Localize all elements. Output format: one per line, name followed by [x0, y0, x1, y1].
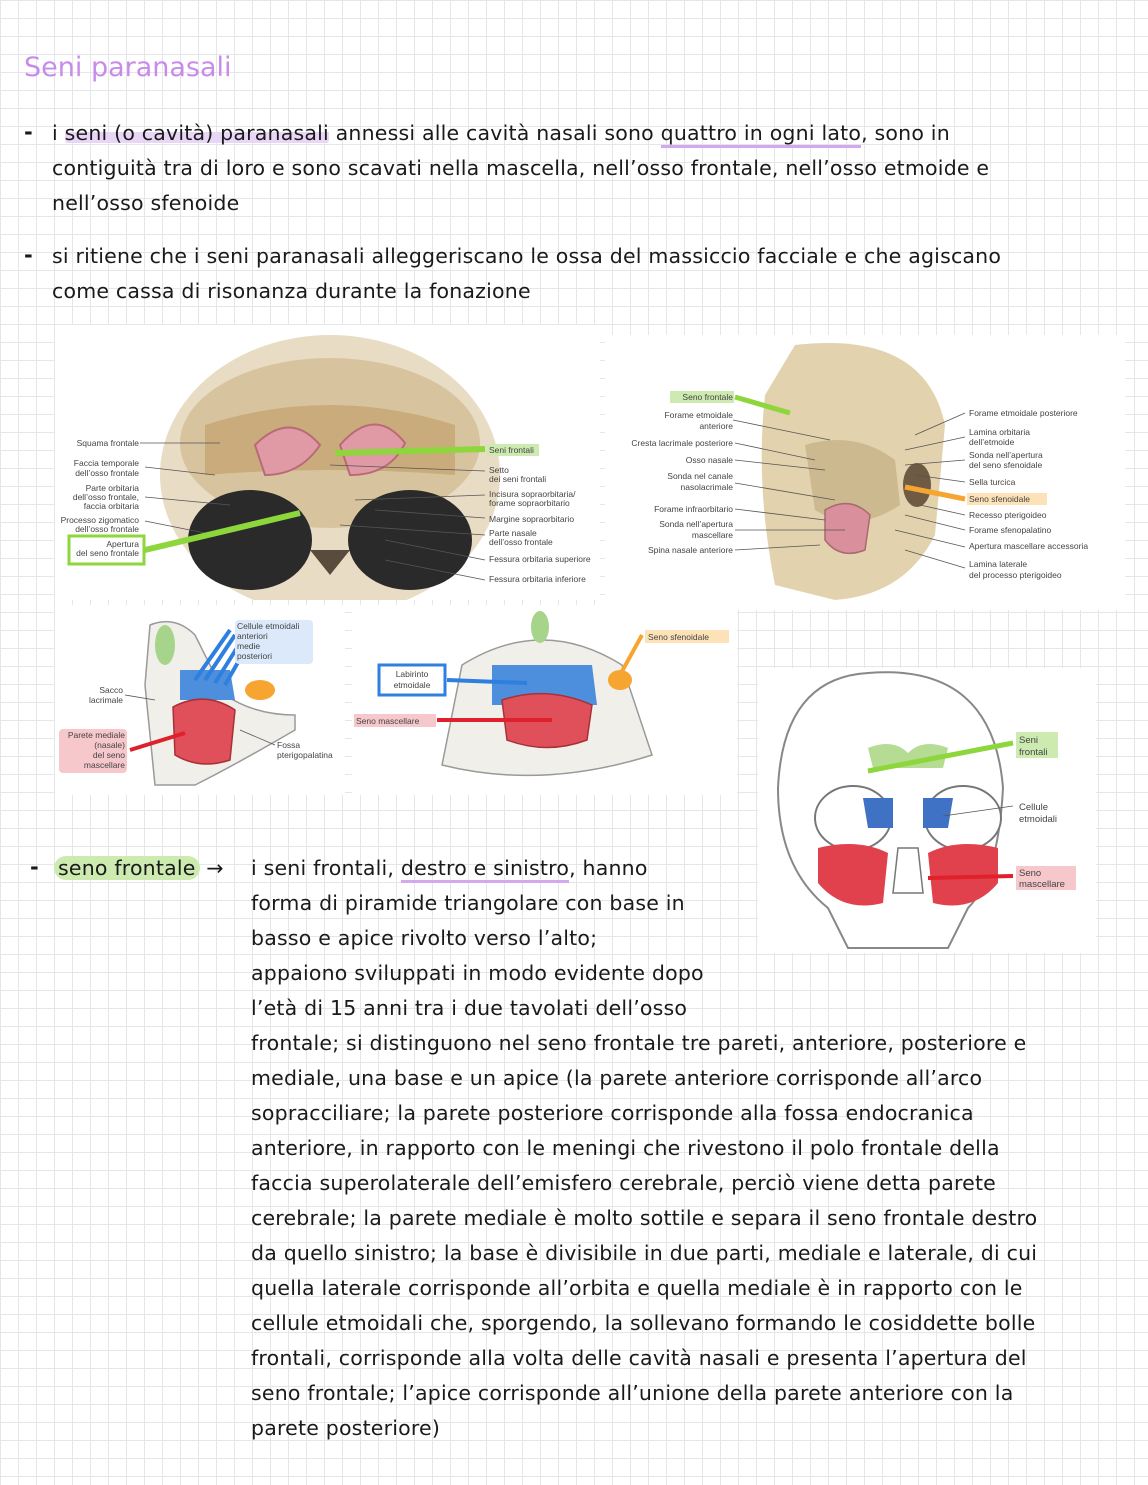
fig1-label: Parte nasale [489, 528, 537, 538]
bullet-2 [52, 239, 1001, 309]
fig2-label: mascellare [691, 530, 733, 540]
bullet-1-line-2: contiguità tra di loro e sono scavati nella mascella, nell’osso frontale, nell’osso etmoide e [52, 156, 990, 180]
section-line: frontale; si distinguono nel seno frontale tre pareti, anteriore, posteriore e [251, 1031, 1027, 1055]
section-line: mediale, una base e un apice (la parete anteriore corrisponde all’arco [251, 1066, 983, 1090]
fig2-label: del seno sfenoidale [969, 460, 1043, 470]
fig2-label: Lamina orbitaria [969, 427, 1030, 437]
section-line: faccia superolaterale dell’emisfero cerebrale, perciò viene detta parete [251, 1171, 996, 1195]
fig1-label: dell’osso frontale [75, 468, 139, 478]
bullet-dash: - [24, 120, 33, 144]
fig2-label: Apertura mascellare accessoria [969, 541, 1089, 551]
bullet-1 [52, 116, 989, 221]
fig2-label: anteriore [699, 421, 733, 431]
fig4-label: Seno sfenoidale [648, 632, 709, 642]
bullet-1-pre: i [52, 121, 65, 145]
fig5-label: Cellule [1019, 802, 1049, 813]
fig3-label: Parete mediale [67, 730, 125, 740]
fig1-label: dell’osso frontale [489, 537, 553, 547]
section-lead [251, 851, 1037, 886]
section-line: seno frontale; l’apice corrisponde all’unione della parete anteriore con la [251, 1381, 1014, 1405]
fig5-label: etmoidali [1019, 814, 1058, 825]
fig1-label: Squama frontale [76, 438, 139, 448]
fig1-label: Fessura orbitaria superiore [489, 554, 591, 564]
section-line: appaiono sviluppati in modo evidente dopo [251, 961, 704, 985]
fig1-label: faccia orbitaria [83, 501, 139, 511]
arrow-icon: → [206, 856, 224, 880]
figure-lateral-skull [605, 335, 1125, 610]
fig5-label: Seno [1019, 868, 1042, 879]
fig3-label: del seno [92, 750, 125, 760]
bullet-2-line-1: si ritiene che i seni paranasali alleggeriscano le ossa del massiccio facciale e che agiscano [52, 244, 1002, 268]
fig2-label: Seno frontale [682, 392, 733, 402]
bullet-1-highlight: seni (o cavità) paranasali [64, 121, 329, 145]
fig2-label: Recesso pterigoideo [969, 510, 1047, 520]
fig1-label: dei seni frontali [489, 474, 547, 484]
fig1-label: Faccia temporale [73, 458, 139, 468]
fig3-label: pterigopalatina [277, 750, 333, 760]
section-lead-post: , hanno [569, 856, 648, 880]
bullet-1-underline: quattro in ogni lato [661, 121, 861, 148]
fig2-label: Seno sfenoidale [969, 494, 1030, 504]
fig2-label: nasolacrimale [680, 482, 733, 492]
section-lead-underline: destro e sinistro [401, 856, 569, 883]
fig4-label: Labirinto [395, 669, 429, 679]
bullet-1-line-3: nell’osso sfenoide [52, 191, 240, 215]
fig2-label: Forame etmoidale posteriore [969, 408, 1078, 418]
fig1-label: Incisura sopraorbitaria/ [489, 489, 576, 499]
section-term-row [54, 851, 224, 886]
section-body [251, 851, 1037, 1446]
fig2-label: Forame etmoidale [664, 410, 733, 420]
section-line: da quello sinistro; la base è divisibile in due parti, mediale e laterale, di cui [251, 1241, 1038, 1265]
bullet-2-line-2: come cassa di risonanza durante la fonazione [52, 279, 531, 303]
section-term: seno frontale [54, 856, 200, 880]
fig3-label: posteriori [237, 651, 272, 661]
section-line: basso e apice rivolto verso l’alto; [251, 926, 598, 950]
fig3-label: Sacco [99, 685, 123, 695]
fig2-label: Spina nasale anteriore [647, 545, 733, 555]
fig4-label: Seno mascellare [356, 716, 420, 726]
fig1-label: forame sopraorbitario [489, 498, 570, 508]
fig5-label: mascellare [1019, 879, 1065, 890]
figure-ethmoid-cells [55, 605, 345, 795]
fig3-label: Cellule etmoidali [237, 621, 300, 631]
fig1-label: Parte orbitaria [85, 483, 139, 493]
fig1-label: Seni frontali [489, 445, 534, 455]
fig5-label: frontali [1019, 747, 1048, 758]
section-line: cerebrale; la parete mediale è molto sottile e separa il seno frontale destro [251, 1206, 1038, 1230]
section-line: cellule etmoidali che, sporgendo, la sollevano formando le cosiddette bolle [251, 1311, 1036, 1335]
fig1-label: del seno frontale [76, 548, 139, 558]
bullet-1-mid: annessi alle cavità nasali sono [328, 121, 661, 145]
fig3-label: medie [237, 641, 261, 651]
fig3-label: lacrimale [88, 695, 123, 705]
fig1-label: dell’osso frontale [75, 524, 139, 534]
page-title: Seni paranasali [24, 52, 232, 83]
fig3-label: anteriori [237, 631, 268, 641]
fig2-label: Sonda nel canale [667, 471, 733, 481]
fig2-label: Sonda nell’apertura [969, 450, 1043, 460]
bullet-1-line-1 [52, 116, 989, 151]
fig2-label: Cresta lacrimale posteriore [631, 438, 733, 448]
fig3-label: (nasale) [94, 740, 125, 750]
section-line: quella laterale corrisponde all’orbita e quella mediale è in rapporto con le [251, 1276, 1023, 1300]
fig1-label: Processo zigomatico [60, 515, 139, 525]
fig2-label: del processo pterigoideo [969, 570, 1062, 580]
section-line: l’età di 15 anni tra i due tavolati dell’osso [251, 996, 688, 1020]
fig1-label: dell’osso frontale, [72, 492, 139, 502]
section-line: anteriore, in rapporto con le meningi che rivestono il polo frontale della [251, 1136, 1000, 1160]
bullet-dash: - [30, 855, 39, 879]
fig2-label: Forame sfenopalatino [969, 525, 1052, 535]
fig1-label: Margine sopraorbitario [489, 514, 575, 524]
section-line: forma di piramide triangolare con base in [251, 891, 685, 915]
fig2-label: Sella turcica [969, 477, 1016, 487]
fig2-label: dell’etmoide [969, 437, 1015, 447]
section-line: frontali, corrisponde alla volta delle cavità nasali e presenta l’apertura del [251, 1346, 1027, 1370]
figure-frontal-sinuses [55, 325, 600, 600]
fig2-label: Sonda nell’apertura [659, 519, 733, 529]
fig3-label: Fossa [277, 740, 301, 750]
fig5-label: Seni [1019, 735, 1039, 746]
section-lead-pre: i seni frontali, [251, 856, 401, 880]
bullet-dash: - [24, 243, 33, 267]
fig2-label: Osso nasale [685, 455, 733, 465]
section-line: parete posteriore) [251, 1416, 441, 1440]
figure-nasal-section [352, 605, 737, 795]
section-line: sopracciliare; la parete posteriore corrisponde alla fossa endocranica [251, 1101, 974, 1125]
fig1-label: Fessura orbitaria inferiore [489, 574, 586, 584]
bullet-1-end: , sono in [861, 121, 950, 145]
fig1-label: Setto [489, 465, 509, 475]
fig1-label: Apertura [106, 539, 139, 549]
fig3-label: mascellare [83, 760, 125, 770]
fig2-label: Forame infraorbitario [654, 504, 733, 514]
fig2-label: Lamina laterale [969, 559, 1028, 569]
fig4-label: etmoidale [393, 680, 431, 690]
